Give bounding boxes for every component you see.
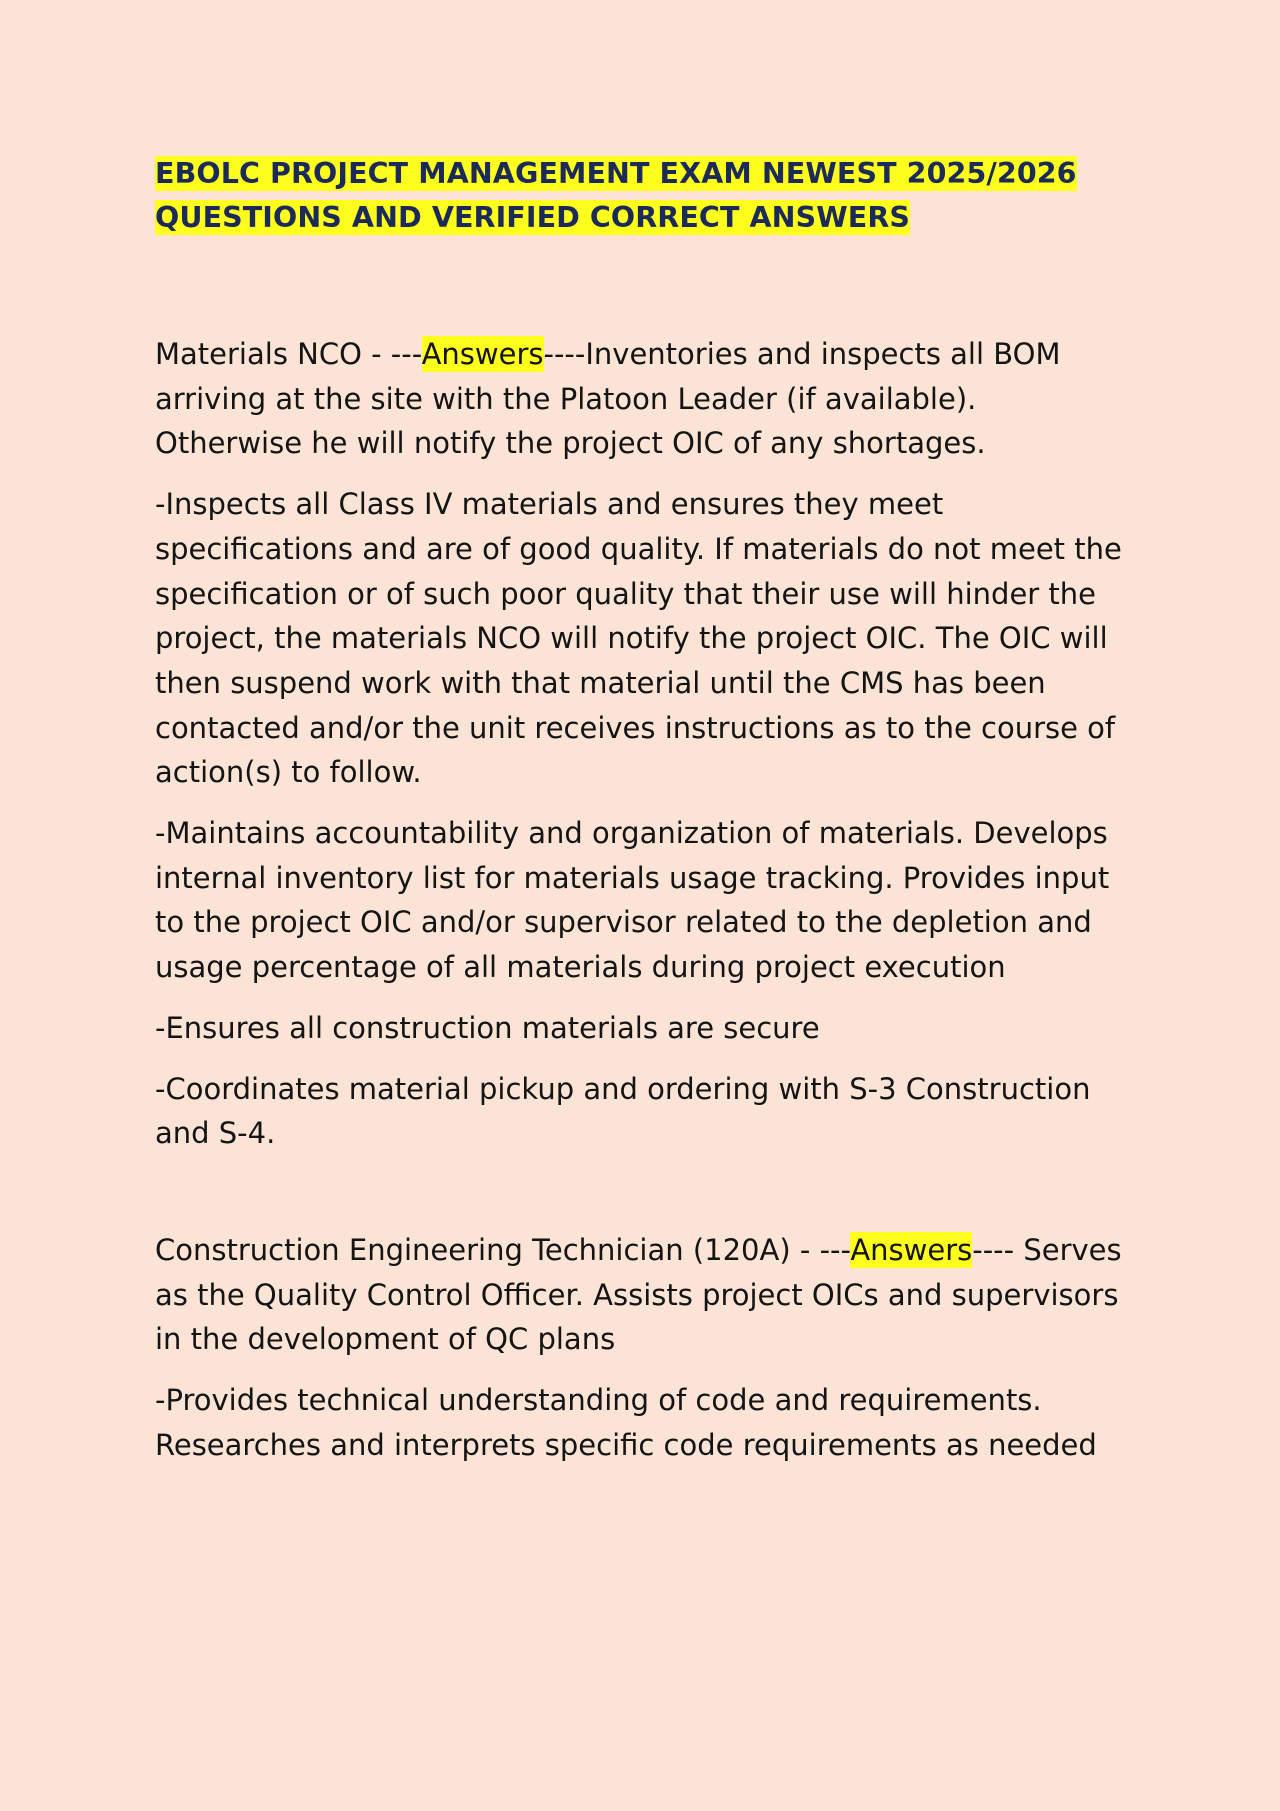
answers-label: Answers: [421, 337, 544, 371]
title-line-1: EBOLC PROJECT MANAGEMENT EXAM NEWEST 2025/2026: [155, 157, 1077, 190]
answer-paragraph: -Inspects all Class IV materials and ensures they meet specifications and are of good quality. If materials do not meet the specification or of such poor quality that their use will hinder the project, the materials NCO will notify the project OIC. The OIC will then suspend work with that material until the CMS has been contacted and/or the unit receives instructions as to the course of action(s) to follow.: [155, 487, 1122, 790]
answers-label: Answers: [850, 1232, 973, 1267]
question-term: Construction Engineering Technician (120A) - ---: [155, 1232, 851, 1267]
answer-paragraph: -Ensures all construction materials are secure: [155, 1010, 820, 1045]
document-title: [155, 152, 1125, 240]
qa-question-answer: [155, 1228, 1125, 1362]
title-line-2: QUESTIONS AND VERIFIED CORRECT ANSWERS: [155, 201, 911, 234]
answer-paragraph: -Coordinates material pickup and ordering with S-3 Construction and S-4.: [155, 1071, 1091, 1151]
question-term: Materials NCO - ---: [155, 337, 422, 371]
answer-text: ----Inventories and inspects all BOM arriving at the site with the Platoon Leader (if available). Otherwise he will notify the project OIC of any shortages.: [155, 337, 1061, 461]
answer-text: ---- Serves as the Quality Control Officer. Assists project OICs and supervisors in the development of QC plans: [155, 1232, 1122, 1357]
qa-entry-materials-nco: [155, 332, 1125, 1156]
answer-paragraph: -Provides technical understanding of code and requirements. Researches and interprets specific code requirements as needed: [155, 1383, 1097, 1462]
document-page: [155, 152, 1125, 1483]
qa-question-answer: [155, 332, 1125, 466]
answer-paragraph: -Maintains accountability and organization of materials. Develops internal inventory list for materials usage tracking. Provides input to the project OIC and/or supervisor related to the depletion and usage percentage of all materials during project execution: [155, 816, 1110, 985]
qa-entry-construction-engineering-technician: [155, 1228, 1125, 1468]
